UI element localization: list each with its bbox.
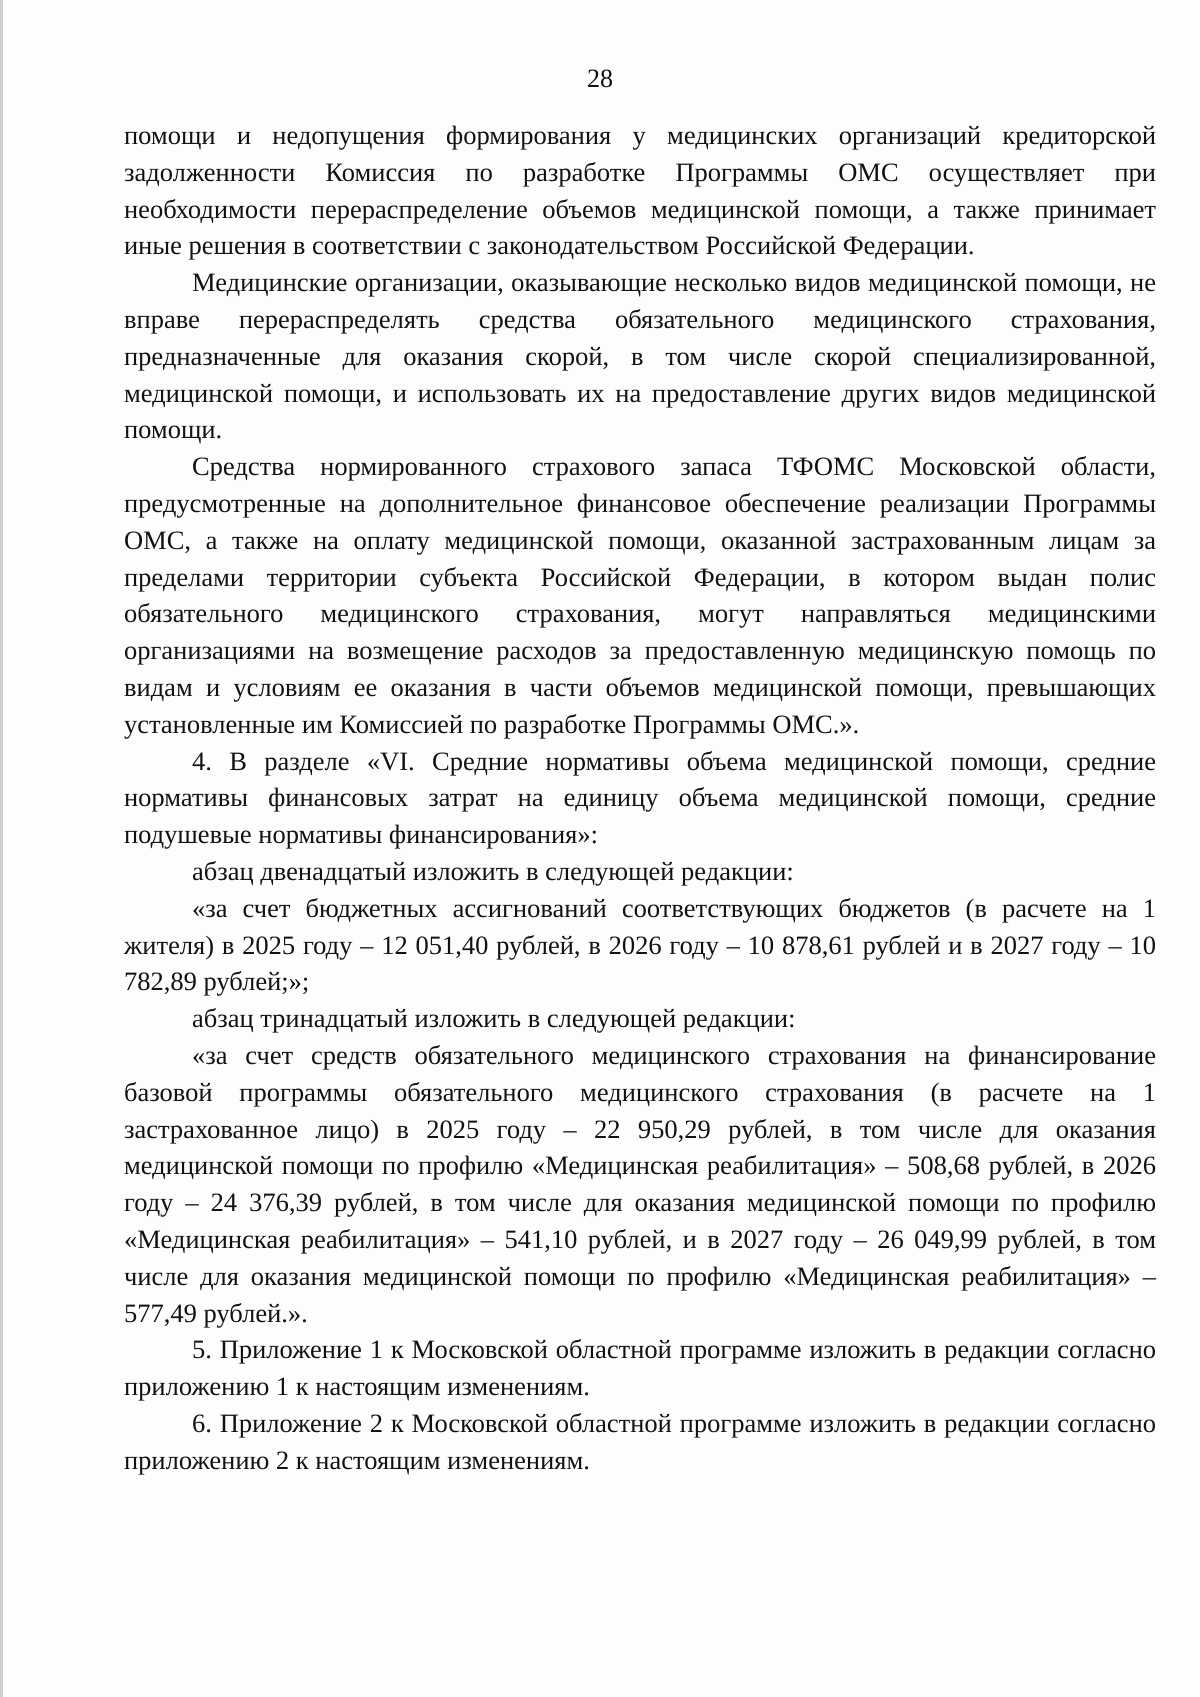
document-body — [124, 117, 1156, 1478]
paragraph-abzac-13-text: «за счет средств обязательного медицинского страхования на финансирование базовой программы обязательного медицинского страхования (в расчете на 1 застрахованное лицо) в 2025 году – 22 950,29 рублей, в том числе для оказания медицинской помощи по профилю «Медицинская реабилитация» – 508,68 рублей, в 2026 году – 24 376,39 рублей, в том числе для оказания медицинской помощи по профилю «Медицинская реабилитация» – 541,10 рублей, и в 2027 году – 26 049,99 рублей, в том числе для оказания медицинской помощи по профилю «Медицинская реабилитация» – 577,49 рублей.». — [124, 1039, 1156, 1328]
paragraph-abzac-12-text: «за счет бюджетных ассигнований соответствующих бюджетов (в расчете на 1 жителя) в 2025 году – 12 051,40 рублей, в 2026 году – 10 878,61 рублей и в 2027 году – 10 782,89 рублей;»; — [124, 892, 1156, 997]
paragraph-item-5: 5. Приложение 1 к Московской областной программе изложить в редакции согласно приложению 1 к настоящим изменениям. — [124, 1334, 1156, 1402]
paragraph-abzac-12-intro: абзац двенадцатый изложить в следующей редакции: — [192, 855, 794, 886]
paragraph-continuation: помощи и недопущения формирования у медицинских организаций кредиторской задолженности Комиссия по разработке Программы ОМС осуществляет при необходимости перераспределение объемов медицинской помощи, а также принимает иные решения в соответствии с законодательством Российской Федерации. — [124, 120, 1156, 261]
scan-edge — [0, 0, 3, 1697]
paragraph-item-6: 6. Приложение 2 к Московской областной программе изложить в редакции согласно приложению 2 к настоящим изменениям. — [124, 1407, 1156, 1475]
paragraph-medical-organizations: Медицинские организации, оказывающие несколько видов медицинской помощи, не вправе перераспределять средства обязательного медицинского страхования, предназначенные для оказания скорой, в том числе скорой специализированной, медицинской помощи, и использовать их на предоставление других видов медицинской помощи. — [124, 267, 1156, 445]
page-number: 28 — [587, 64, 613, 93]
paragraph-item-4: 4. В разделе «VI. Средние нормативы объема медицинской помощи, средние нормативы финансовых затрат на единицу объема медицинской помощи, средние подушевые нормативы финансирования»: — [124, 745, 1156, 850]
paragraph-abzac-13-intro: абзац тринадцатый изложить в следующей редакции: — [192, 1003, 796, 1034]
paragraph-insurance-reserve: Средства нормированного страхового запаса ТФОМС Московской области, предусмотренные на дополнительное финансовое обеспечение реализации Программы ОМС, а также на оплату медицинской помощи, оказанной застрахованным лицам за пределами территории субъекта Российской Федерации, в котором выдан полис обязательного медицинского страхования, могут направляться медицинскими организациями на возмещение расходов за предоставленную медицинскую помощь по видам и условиям ее оказания в части объемов медицинской помощи, превышающих установленные им Комиссией по разработке Программы ОМС.». — [124, 451, 1156, 739]
